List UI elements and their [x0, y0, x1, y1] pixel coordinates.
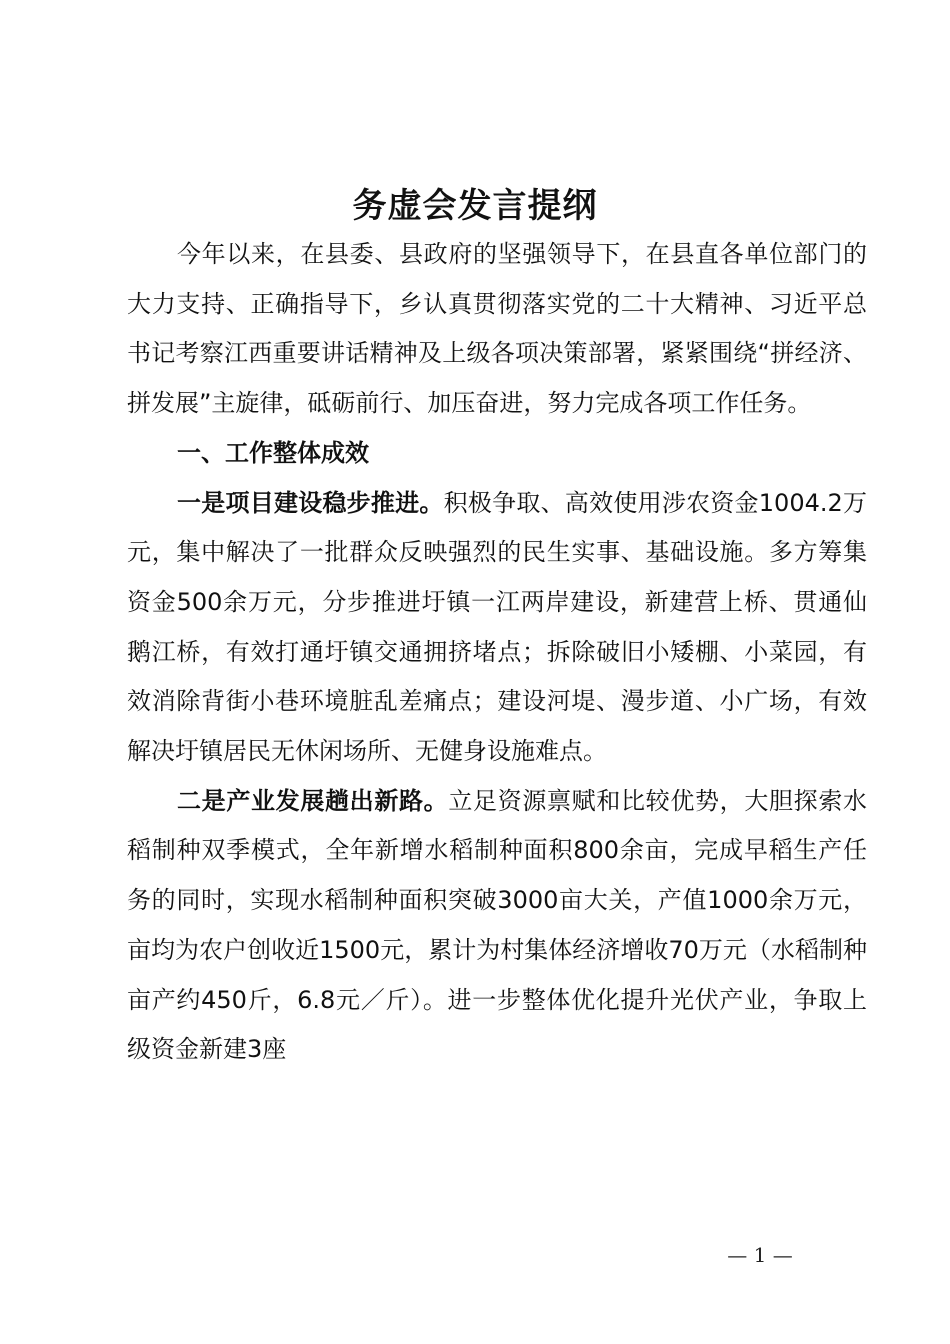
- page-number: — 1 —: [727, 1243, 793, 1267]
- document-body: [127, 230, 867, 1075]
- item-1-text: 积极争取、高效使用涉农资金1004.2万元，集中解决了一批群众反映强烈的民生实事、基础设施。多方筹集资金500余万元，分步推进圩镇一江两岸建设，新建营上桥、贯通仙鹅江桥，有效打通圩镇交通拥挤堵点；拆除破旧小矮棚、小菜园，有效消除背街小巷环境脏乱差痛点；建设河堤、漫步道、小广场，有效解决圩镇居民无休闲场所、无健身设施难点。: [127, 488, 868, 766]
- item-1-lead: 一是项目建设稳步推进。: [177, 488, 444, 517]
- item-2-paragraph: [127, 777, 867, 1075]
- intro-paragraph: 今年以来，在县委、县政府的坚强领导下，在县直各单位部门的大力支持、正确指导下，乡认真贯彻落实党的二十大精神、习近平总书记考察江西重要讲话精神及上级各项决策部署，紧紧围绕“拼经济、拼发展”主旋律，砥砺前行、加压奋进，努力完成各项工作任务。: [127, 240, 867, 418]
- item-2-text: 立足资源禀赋和比较优势，大胆探索水稻制种双季模式，全年新增水稻制种面积800余亩，完成早稻生产任务的同时，实现水稻制种面积突破3000亩大关，产值1000余万元，亩均为农户创收近1500元，累计为村集体经济增收70万元（水稻制种亩产约450斤，6.8元／斤）。进一步整体优化提升光伏产业，争取上级资金新建3座: [127, 786, 868, 1064]
- item-2-lead: 二是产业发展趟出新路。: [177, 786, 449, 815]
- document-title: 务虚会发言提纲: [352, 186, 598, 226]
- item-1-paragraph: [127, 479, 867, 777]
- section-heading: 一、工作整体成效: [177, 438, 369, 467]
